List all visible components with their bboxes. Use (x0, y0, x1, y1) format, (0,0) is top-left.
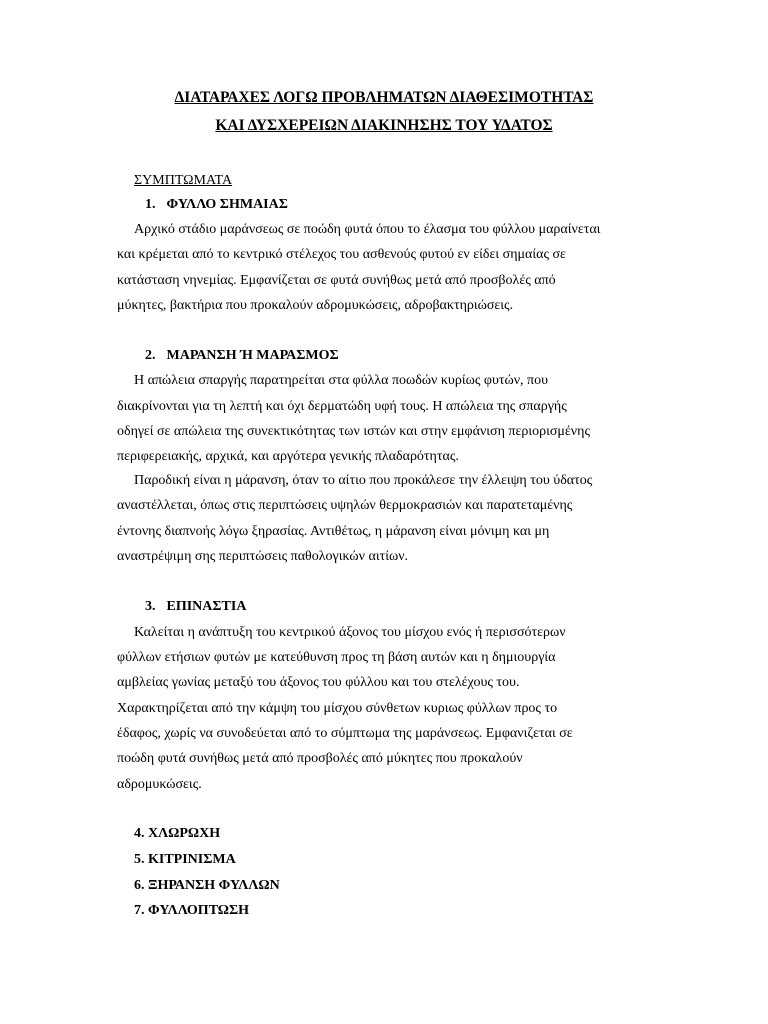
paragraph-line: και κρέμεται από το κεντρικό στέλεχος του ασθενούς φυτού εν είδει σημαίας σε (117, 247, 566, 262)
paragraph-line: Παροδική είναι η μάρανση, όταν το αίτιο που προκάλεσε την έλλειψη του ύδατος (134, 473, 593, 488)
section-number: 1. (145, 197, 156, 212)
paragraph-line: οδηγεί σε απώλεια της συνεκτικότητας των ιστών και στην εμφάνιση περιορισμένης (117, 424, 591, 439)
paragraph-line: αναστέλλεται, όπως στις περιπτώσεις υψηλών θερμοκρασιών και παρατεταμένης (117, 498, 573, 513)
section-3-heading (145, 598, 246, 616)
paragraph-line: διακρίνονται για τη λεπτή και όχι δερματώδη υφή τους. Η απώλεια της σπαργής (117, 399, 567, 414)
paragraph-line: έδαφος, χωρίς να συνοδεύεται από το σύμπτωμα της μαράνσεως. Εμφανιζεται σε (117, 726, 573, 741)
paragraph-line: αναστρέψιμη σης περιπτώσεις παθολογικών αιτίων. (117, 549, 409, 564)
section-number: 3. (145, 599, 156, 614)
section-title: ΕΠΙΝΑΣΤΙΑ (166, 599, 247, 614)
section-number: 2. (145, 348, 156, 363)
paragraph-line: αμβλείας γωνίας μεταξύ του άξονος του φύλλου και του στελέχους του. (117, 675, 520, 690)
section-title: ΜΑΡΑΝΣΗ Ή ΜΑΡΑΣΜΟΣ (166, 348, 339, 363)
section-2-heading (145, 347, 339, 365)
section-title: ΦΥΛΛΟ ΣΗΜΑΙΑΣ (166, 197, 288, 212)
paragraph-line: μύκητες, βακτήρια που προκαλούν αδρομυκώσεις, αδροβακτηριώσεις. (117, 298, 514, 313)
paragraph-line: κατάσταση νηνεμίας. Εμφανίζεται σε φυτά συνήθως μετά από προσβολές από (117, 273, 556, 288)
symptoms-heading: ΣΥΜΠΤΩΜΑΤΑ (134, 173, 233, 188)
section-1-heading (145, 196, 288, 214)
paragraph-line: περιφερειακής, αρχικά, και αργότερα γενικής πλαδαρότητας. (117, 449, 459, 464)
paragraph-line: Η απώλεια σπαργής παρατηρείται στα φύλλα ποωδών κυρίως φυτών, που (134, 373, 549, 388)
list-item: 4. ΧΛΩΡΩΧΗ (134, 826, 221, 841)
list-item: 6. ΞΗΡΑΝΣΗ ΦΥΛΛΩΝ (134, 878, 280, 893)
paragraph-line: φύλλων ετήσιων φυτών με κατεύθυνση προς τη βάση αυτών και η δημιουργία (117, 650, 556, 665)
list-item: 7. ΦΥΛΛΟΠΤΩΣΗ (134, 903, 250, 918)
list-item: 5. ΚΙΤΡΙΝΙΣΜΑ (134, 852, 236, 867)
paragraph-line: ποώδη φυτά συνήθως μετά από προσβολές από μύκητες που προκαλούν (117, 751, 523, 766)
paragraph-line: αδρομυκώσεις. (117, 777, 202, 792)
document-title-line-2: ΚΑΙ ΔΥΣΧΕΡΕΙΩΝ ΔΙΑΚΙΝΗΣΗΣ ΤΟΥ ΥΔΑΤΟΣ (215, 117, 553, 134)
document-title-line-1: ΔΙΑΤΑΡΑΧΕΣ ΛΟΓΩ ΠΡΟΒΛΗΜΑΤΩΝ ΔΙΑΘΕΣΙΜΟΤΗΤΑΣ (174, 89, 594, 106)
paragraph-line: έντονης διαπνοής λόγω ξηρασίας. Αντιθέτως, η μάρανση είναι μόνιμη και μη (117, 524, 550, 539)
paragraph-line: Χαρακτηρίζεται από την κάμψη του μίσχου σύνθετων κυριως φύλλων προς το (117, 701, 558, 716)
paragraph-line: Καλείται η ανάπτυξη του κεντρικού άξονος του μίσχου ενός ή περισσότερων (134, 625, 566, 640)
paragraph-line: Αρχικό στάδιο μαράνσεως σε ποώδη φυτά όπου το έλασμα του φύλλου μαραίνεται (134, 222, 601, 237)
